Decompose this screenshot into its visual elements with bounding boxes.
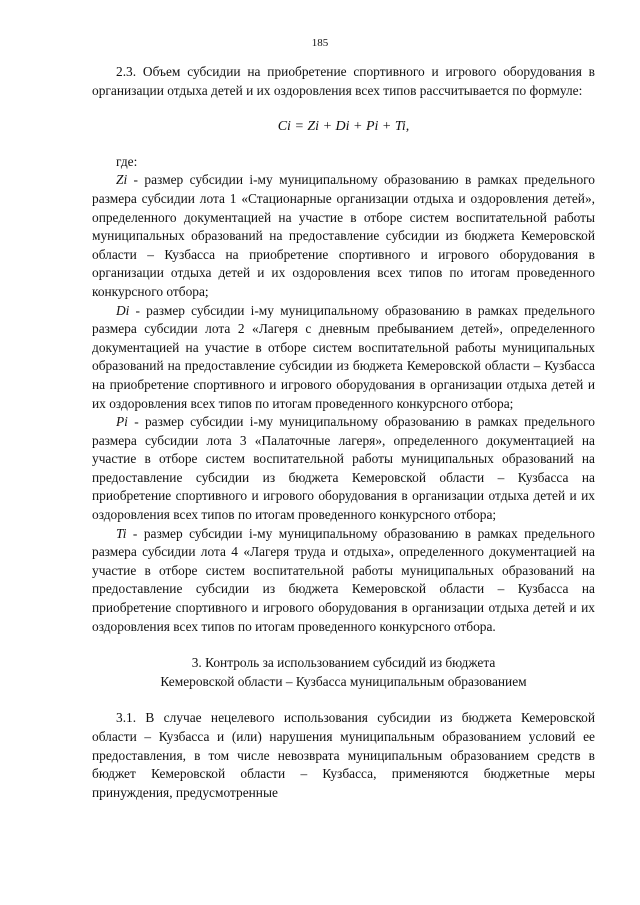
definition-pi — [92, 413, 595, 525]
paragraph-3-1: 3.1. В случае нецелевого использования субсидии из бюджета Кемеровской области – Кузбасса и (или) нарушения муниципальным образованием условий ее предоставления, в том числе невозврата муниципальным образованием средств в бюджет Кемеровской области – Кузбасса, применяются бюджетные меры принуждения, предусмотренные — [92, 710, 595, 800]
definition-text: - размер субсидии i-му муниципальному образованию в рамках предельного размера субсидии лота 4 «Лагеря труда и отдыха», определенного документацией на участие в отборе систем воспитательной работы муниципальных образований на предоставление субсидии из бюджета Кемеровской области – Кузбасса на приобретение спортивного и игрового оборудования в организации отдыха детей и их оздоровления всех типов по итогам проведенного конкурсного отбора. — [92, 525, 595, 634]
definition-di — [92, 302, 595, 414]
definition-zi — [92, 171, 595, 301]
page-number: 185 — [311, 37, 329, 49]
section-heading-line-2: Кемеровской области – Кузбасса муниципальным образованием — [160, 673, 527, 689]
variable-symbol: Zi — [116, 172, 128, 188]
definition-text: - размер субсидии i-му муниципальному образованию в рамках предельного размера субсидии лота 2 «Лагеря с дневным пребыванием детей», определенного документацией на участие в отборе систем воспитательной работы муниципальных образований на предоставление субсидии из бюджета Кемеровской области – Кузбасса на приобретение спортивного и игрового оборудования в организации отдыха детей и их оздоровления всех типов по итогам проведенного конкурсного отбора; — [92, 302, 595, 411]
section-heading-line-1: 3. Контроль за использованием субсидий из бюджета — [191, 655, 496, 671]
variable-symbol: Pi — [116, 414, 128, 430]
definition-text: - размер субсидии i-му муниципальному образованию в рамках предельного размера субсидии лота 3 «Палаточные лагеря», определенного документацией на участие в отборе систем воспитательной работы муниципальных образований на предоставление субсидии из бюджета Кемеровской области – Кузбасса на приобретение спортивного и игрового оборудования в организации отдыха детей и их оздоровления всех типов по итогам проведенного конкурсного отбора; — [92, 414, 595, 523]
where-label: где: — [116, 153, 138, 169]
variable-symbol: Ti — [116, 525, 127, 541]
paragraph-2-3: 2.3. Объем субсидии на приобретение спортивного и игрового оборудования в организации отдыха детей и их оздоровления всех типов рассчитывается по формуле: — [92, 64, 595, 98]
variable-symbol: Di — [116, 302, 130, 318]
definition-text: - размер субсидии i-му муниципальному образованию в рамках предельного размера субсидии лота 1 «Стационарные организации отдыха и оздоровления детей», определенного документацией на участие в отборе систем воспитательной работы муниципальных образований на предоставление субсидии из бюджета Кемеровской области – Кузбасса на приобретение спортивного и игрового оборудования в организации отдыха детей и их оздоровления всех типов по итогам проведенного конкурсного отбора; — [92, 172, 595, 299]
document-body — [92, 63, 595, 802]
formula: Ci = Zi + Di + Pi + Ti, — [277, 119, 410, 135]
definition-ti — [92, 525, 595, 637]
section-3-heading — [92, 654, 595, 691]
